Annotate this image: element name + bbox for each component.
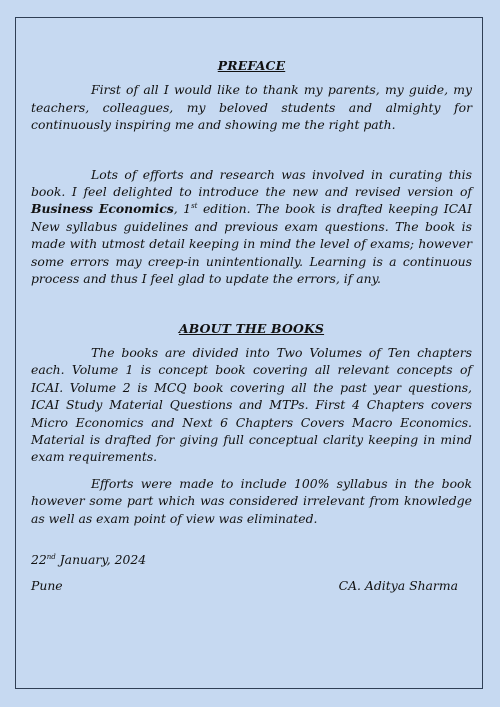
document-body (31, 57, 472, 595)
edition-number: , 1 (173, 201, 192, 217)
signature-date (31, 551, 472, 568)
signature-author: CA. Aditya Sharma (338, 578, 458, 594)
edition-suffix: st (191, 202, 198, 211)
preface-paragraph-2-rest: edition. The book is drafted keeping ICAI New syllabus guidelines and previous exam questions. The book is made with utmost detail keeping in mind the level of exams; however some errors may creep-in unintentionally. Learning is a continuous process and thus I feel glad to update the errors, if any. (31, 201, 473, 287)
date-day: 22 (31, 551, 47, 567)
book-title: Business Economics (31, 201, 174, 217)
about-paragraph-2: Efforts were made to include 100% syllabus in the book however some part which was considered irrelevant from knowledge as well as exam point of view was eliminated. (31, 475, 472, 526)
preface-paragraph-2-intro: Lots of efforts and research was involved in curating this book. I feel delighted to introduce the new and revised version of (31, 166, 472, 200)
signature-place: Pune (31, 578, 63, 594)
date-suffix: nd (46, 552, 56, 561)
about-paragraph-1: The books are divided into Two Volumes of Ten chapters each. Volume 1 is concept book covering all relevant concepts of ICAI. Volume 2 is MCQ book covering all the past year questions, ICAI Study Material Questions and MTPs. First 4 Chapters covers Micro Economics and Next 6 Chapters Covers Macro Economics. Material is drafted for giving full conceptual clarity keeping in mind exam requirements. (31, 344, 472, 465)
date-month-year: January, 2024 (55, 551, 147, 567)
about-heading: ABOUT THE BOOKS (178, 321, 325, 337)
preface-paragraph-2 (31, 166, 472, 288)
preface-paragraph-1: First of all I would like to thank my parents, my guide, my teachers, colleagues, my beloved students and almighty for continuously inspiring me and showing me the right path. (31, 82, 472, 133)
signature-row (31, 577, 472, 594)
preface-heading: PREFACE (217, 58, 286, 73)
